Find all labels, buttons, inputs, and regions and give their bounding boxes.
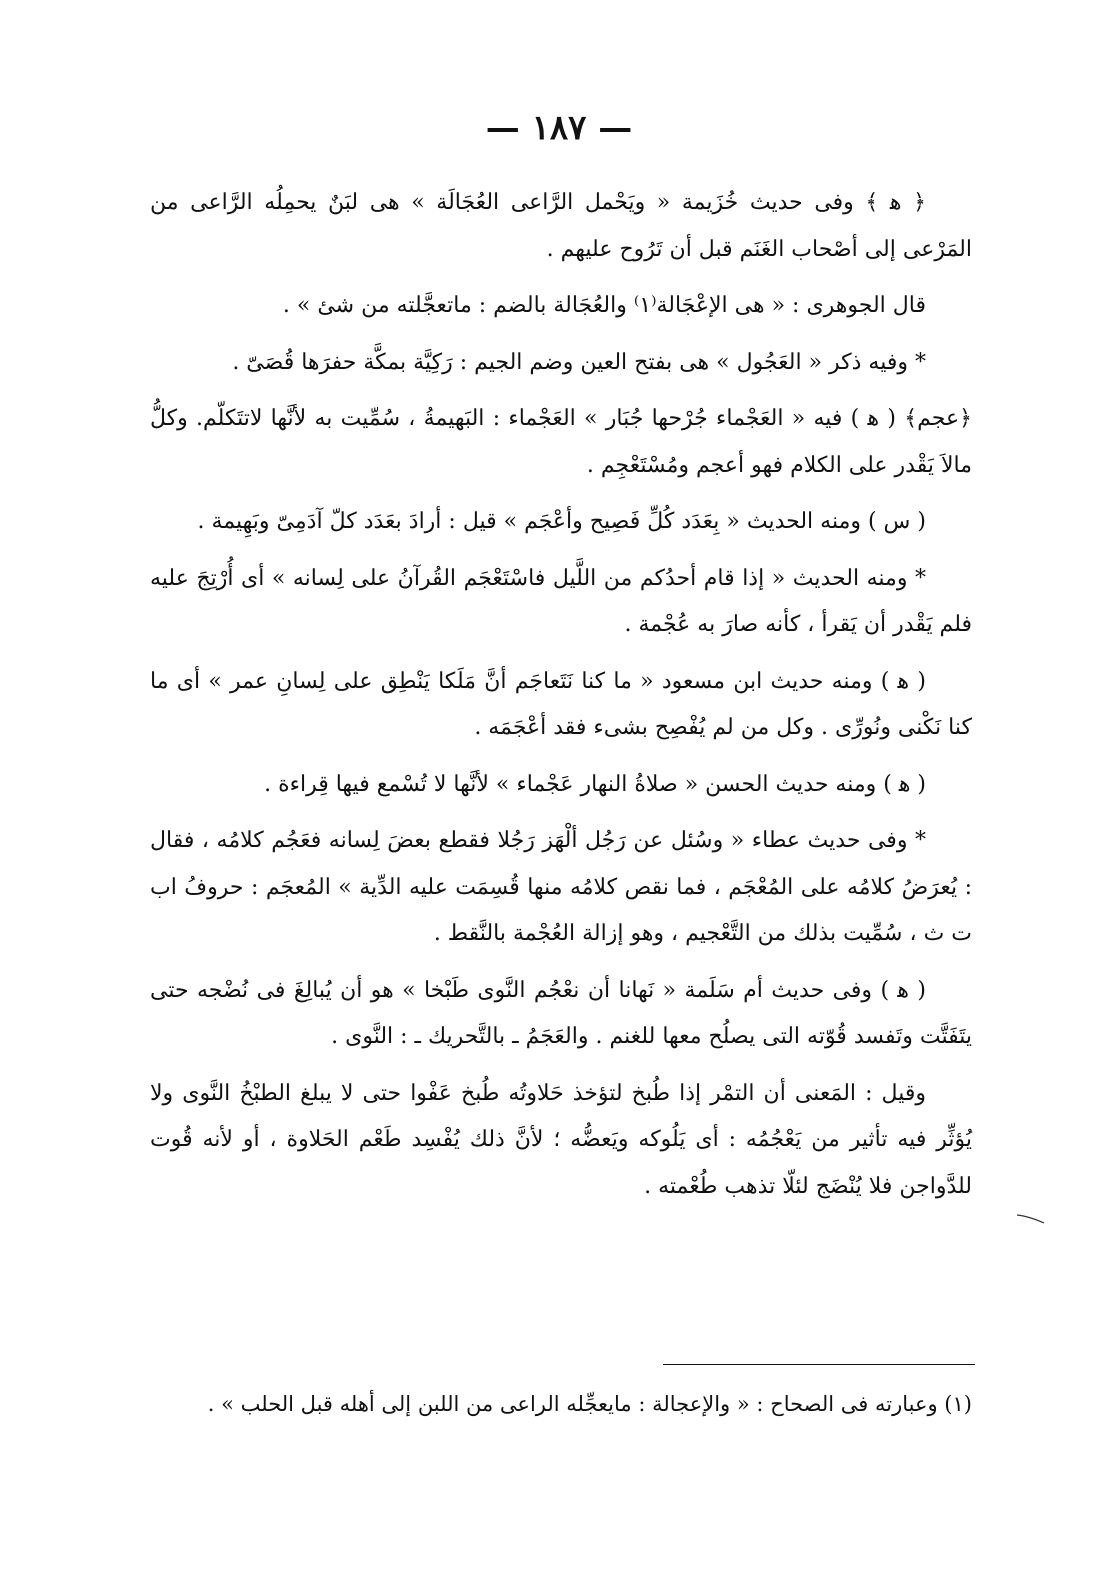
paragraph-5: ( س ) ومنه الحديث « بِعَدَد كُلِّ فَصِيح وأعْجَم » قيل : أرادَ بعَدَد كلّ آدَمِىّ وبَهِيمة .	[197, 509, 926, 534]
body-text	[150, 180, 972, 1220]
paragraph-2: قال الجوهرى : « هى الإعْجَالة⁽١⁾ والعُجَالة بالضم : ماتعجَّلته من شئ » .	[282, 293, 926, 318]
paragraph-1: ﴿ ﻫ ﴾ وفى حديث خُزَيمة « ويَحْمل الرَّاعى العُجَالَة » هى لبَنٌ يحمِلُه الرَّاعى من المَرْعى إلى أصْحاب الغَنَم قبل أن تَرُوح عليهم .	[150, 190, 972, 262]
paragraph-3: * وفيه ذكر « العَجُول » هى بفتح العين وضم الجيم : رَكِيَّة بمكَّة حفرَها قُصَىّ .	[232, 349, 926, 375]
paragraph-9: * وفى حديث عطاء « وسُئل عن رَجُل ألْهَز رَجُلا فقطع بعضَ لِسانه فعَجُم كلامُه ، فقال : يُعرَضُ كلامُه على المُعْجَم ، فما نقص كلامُه منها قُسِمَت عليه الدِّية » المُعجَم : حروفُ اب ت ث ، سُمِّيت بذلك من التَّعْجيم ، وهو إزالة العُجْمة بالنَّقط .	[150, 828, 972, 946]
paragraph-6: * ومنه الحديث « إذا قام أحدُكم من اللَّيل فاسْتَعْجَم القُرآنُ على لِسانه » أى أُرْتِجَ عليه فلم يَقْدر أن يَقرأ ، كأنه صارَ به عُجْمة .	[150, 565, 972, 637]
paragraph-11: وقيل : المَعنى أن التمْر إذا طُبخ لتؤخذ حَلاوتُه طُبخ عَفْوا حتى لا يبلغ الطبْخُ النَّوى ولا يُؤثِّر فيه تأثير من يَعْجُمُه : أى يَلُوكه ويَعضُّه ؛ لأنَّ ذلك يُفْسِد طَعْم الحَلاوة ، أو لأنه قُوت للدَّواجن فلا يُنْضَج لئلّا تذهب طُعْمته .	[150, 1080, 972, 1199]
paragraph-10: ( ﻫ ) وفى حديث أم سَلَمة « نَهانا أن نعْجُم النَّوى طَبْخا » هو أن يُبالِغَ فى نُضْجه حتى يتَفَتَّت وتَفسد قُوّته التى يصلُح معها للغنم . والعَجَمُ ـ بالتَّحريك ـ : النَّوى .	[150, 977, 972, 1049]
margin-mark	[1016, 1210, 1046, 1222]
page-number: — ١٨٧ —	[485, 108, 633, 148]
paragraph-4: ﴿عجم﴾ ( ﻫ ) فيه « العَجْماء جُرْحها جُبَار » العَجْماء : البَهيمةُ ، سُمِّيت به لأنَّها لاتتَكلّم. وكلُّ مالاَ يَقْدر على الكلام فهو أعجم ومُسْتَعْجِم .	[150, 406, 972, 478]
paragraph-8: ( ﻫ ) ومنه حديث الحسن « صلاةُ النهار عَجْماء » لأنَّها لا تُسْمع فيها قِراءة .	[264, 771, 926, 797]
footnote-divider	[663, 1364, 975, 1365]
footnote: (١) وعبارته فى الصحاح : « والإعجالة : مايعجِّله الراعى من اللبن إلى أهله قبل الحلب » .	[207, 1392, 972, 1416]
paragraph-7: ( ﻫ ) ومنه حديث ابن مسعود « ما كنا نَتَعاجَم أنَّ مَلَكا يَنْطِق على لِسانِ عمر » أى ما كنا نَكْنى ونُورِّى . وكل من لم يُفْصِح بشىء فقد أعْجَمَه .	[150, 668, 972, 740]
